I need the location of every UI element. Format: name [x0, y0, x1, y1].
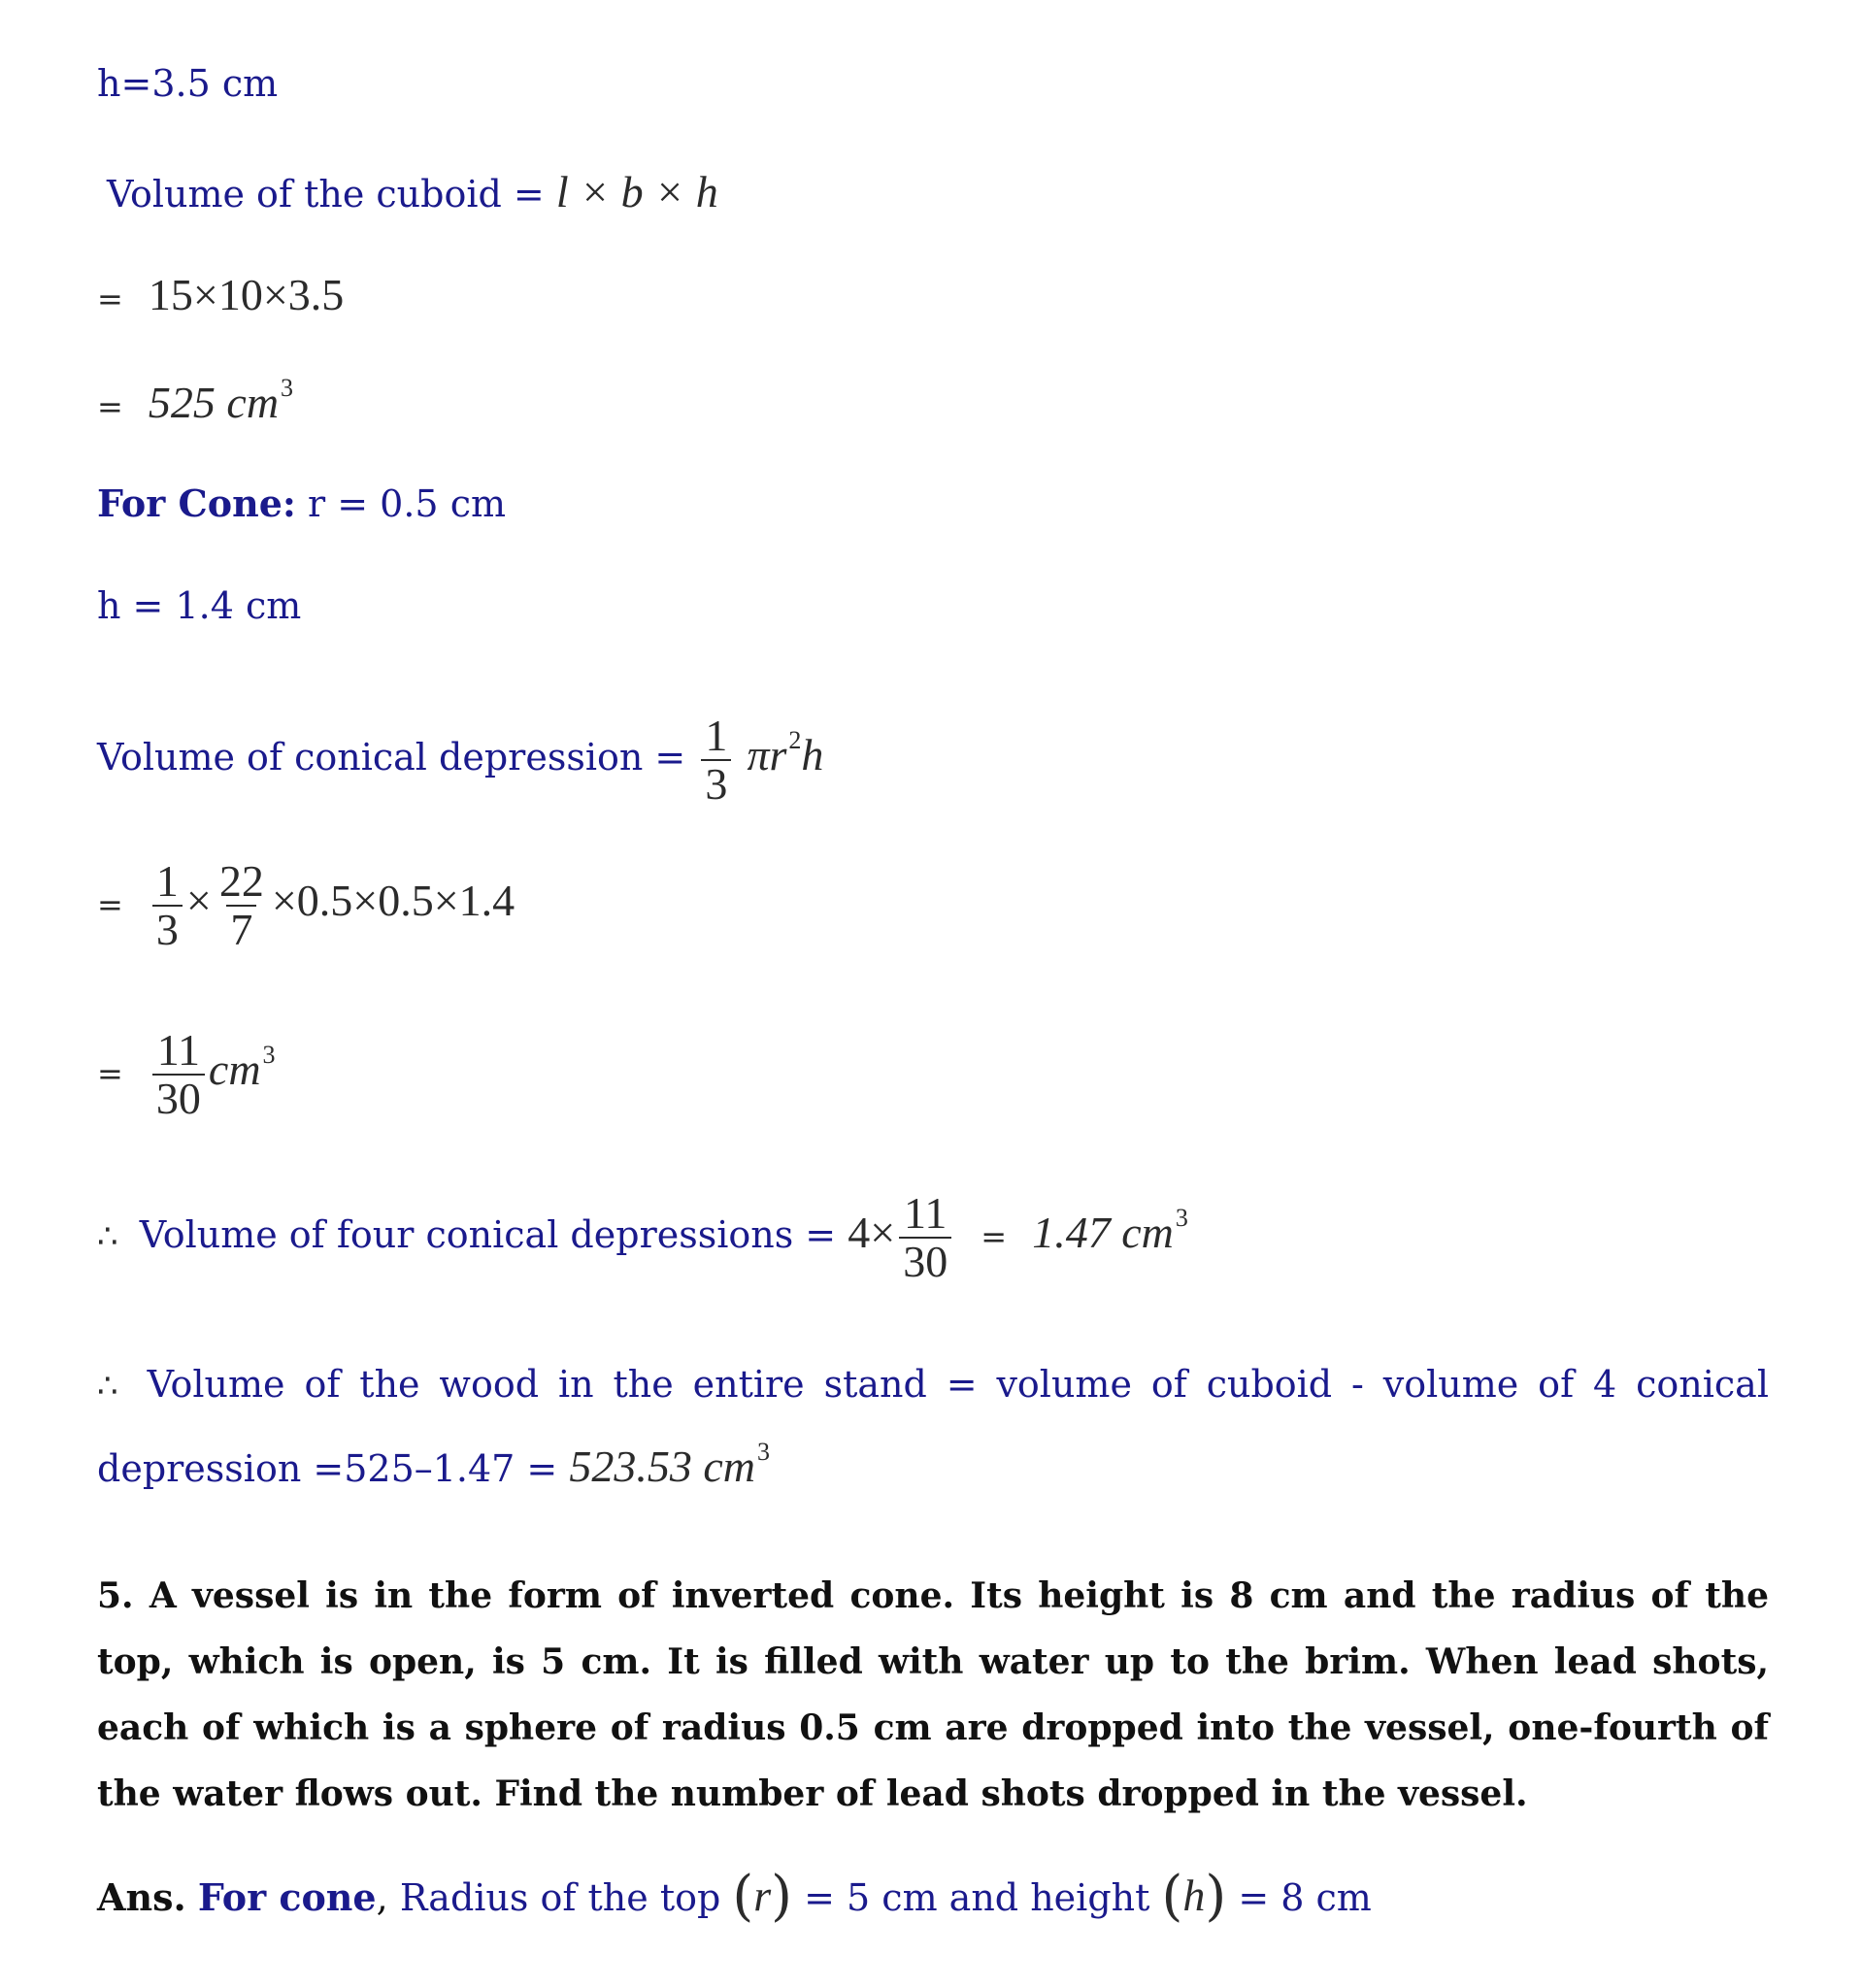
conical-step1-rest: ×0.5×0.5×1.4: [271, 875, 515, 925]
cuboid-step1-line: [97, 268, 344, 321]
square-exponent: 2: [788, 725, 802, 754]
pi-r-term: πr: [747, 729, 787, 779]
conical-step1-line: [97, 858, 515, 954]
fraction-numerator: 11: [156, 1025, 201, 1075]
answer-radius-value: = 5 cm and height: [804, 1876, 1150, 1919]
equals-sign: =: [97, 885, 123, 923]
wood-volume-line1: [97, 1351, 1769, 1419]
answer-for-cone: For cone: [197, 1875, 377, 1919]
eleven-thirtieths-fraction: [899, 1190, 951, 1286]
wood-volume-line2: [97, 1419, 1769, 1502]
twenty-two-sevenths-fraction: [216, 858, 268, 954]
answer-comma: ,: [376, 1876, 388, 1919]
eleven-thirtieths-fraction: [152, 1027, 205, 1123]
four-depressions-label: Volume of four conical depressions =: [139, 1212, 837, 1256]
equals-sign: =: [97, 388, 123, 425]
for-cone-label: For Cone:: [97, 481, 296, 525]
cuboid-step2-line: [97, 373, 293, 429]
fraction-denominator: 3: [152, 905, 183, 953]
fraction-numerator: 1: [155, 856, 179, 906]
fraction-numerator: 22: [218, 856, 264, 906]
cubic-exponent: 3: [262, 1040, 276, 1069]
wood-volume-result: 523.53 cm: [569, 1441, 756, 1491]
one-third-fraction: [152, 858, 183, 954]
fraction-numerator: 11: [904, 1188, 948, 1238]
answer-height-value: = 8 cm: [1238, 1876, 1372, 1919]
cuboid-height-line: [97, 62, 278, 107]
cubic-exponent: 3: [757, 1438, 771, 1466]
fraction-denominator: 30: [152, 1074, 205, 1122]
cone-height-text: h = 1.4 cm: [97, 584, 302, 627]
height-variable: h: [1182, 1871, 1206, 1920]
conical-volume-label: Volume of conical depression =: [97, 735, 686, 779]
cuboid-volume-result: 525 cm: [148, 378, 280, 427]
cone-height-line: [97, 584, 301, 629]
four-depressions-result: 1.47 cm: [1032, 1207, 1174, 1257]
answer-line: Ans. For cone, Radius of the top (r) = 5 cm and height (h) = 8 cm: [97, 1865, 1372, 1928]
one-third-fraction: [701, 712, 731, 809]
height-variable: h: [801, 729, 824, 779]
four-depressions-line: [97, 1190, 1188, 1286]
equals-sign: =: [97, 281, 123, 317]
for-cone-line: [97, 481, 506, 527]
unit-cm: cm: [208, 1044, 261, 1094]
question-5-text: 5. A vessel is in the form of inverted cone. Its height is 8 cm and the radius of the top, which is open, is 5 cm. It is filled with water up to the brim. When lead shots, each of which is a sphere of radius 0.5 cm are dropped into the vessel, one-fourth of the water flows out. Find the number of lead shots dropped in the vessel.: [97, 1575, 1769, 1814]
cone-radius-text: r = 0.5 cm: [308, 482, 507, 525]
fraction-denominator: 7: [226, 905, 256, 953]
wood-volume-text: Volume of the wood in the entire stand = volume of cuboid - volume of 4 conical: [147, 1363, 1769, 1406]
therefore-symbol: ∴: [97, 1367, 118, 1406]
fraction-denominator: 3: [701, 759, 731, 808]
fraction-denominator: 30: [899, 1237, 951, 1285]
therefore-symbol: ∴: [97, 1216, 118, 1256]
cubic-exponent: 3: [1175, 1203, 1188, 1232]
cuboid-step1-expression: 15×10×3.5: [148, 270, 345, 319]
wood-volume-text2: depression =525–1.47 =: [97, 1447, 558, 1490]
fraction-numerator: 1: [705, 711, 728, 760]
cuboid-volume-formula: l × b × h: [555, 167, 718, 216]
radius-variable: r: [753, 1871, 772, 1920]
cuboid-height-text: h=3.5 cm: [97, 62, 279, 105]
conical-volume-line: [97, 712, 823, 809]
cubic-exponent: 3: [281, 374, 294, 402]
answer-radius-text: Radius of the top: [399, 1876, 721, 1919]
four-coefficient: 4×: [848, 1207, 896, 1257]
cuboid-volume-line: [107, 165, 718, 218]
cuboid-volume-label: Volume of the cuboid =: [107, 173, 545, 215]
wood-volume-paragraph: [97, 1351, 1769, 1502]
equals-sign: =: [97, 1054, 123, 1092]
conical-step2-line: [97, 1027, 276, 1123]
equals-sign: =: [981, 1217, 1008, 1255]
times-sign: ×: [185, 875, 212, 925]
answer-label: Ans.: [97, 1875, 186, 1919]
